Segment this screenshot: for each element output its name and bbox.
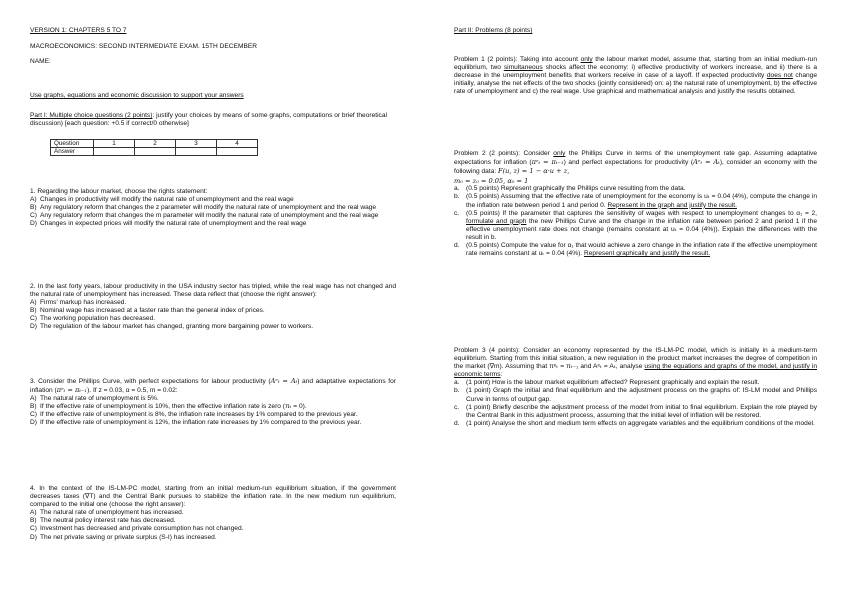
table-col-3: 3 [176, 140, 217, 148]
problem-2-item-d: d. (0.5 points) Compute the value for α₁ that would achieve a zero change in the inflation rate if the effective unemployment rate remains constant at uₜ = 0.04 (4%). Represent graphically and justify the result. [454, 242, 817, 258]
problem-2-stem: Problem 2 (2 points): Consider only the Phillips Curve in terms of the unemployment rate gap. Assuming adaptative expectations for inflation (πᵉₜ = πₜ₋₁) and perfect expectations for productivity (Aᵉₜ = Aₜ), consider an economy with the following data: F(u, z) = 1 − α·u + z, [454, 150, 818, 176]
option-c: C) Any regulatory reform that changes the m parameter will modify the natural rate of unemployment and the real wage [30, 212, 379, 220]
answer-cell-3[interactable] [176, 148, 217, 156]
problem-3 [454, 347, 817, 428]
option-b: B) If the effective rate of unemployment is 10%, then the effective inflation rate is zero (πₜ = 0). [30, 403, 307, 411]
problem-2-item-a: a. (0.5 points) Represent graphically the Phillips curve resulting from the data. [454, 185, 686, 193]
question-1 [30, 188, 396, 228]
part1-title: Part I: Multiple choice questions (2 points) [30, 112, 153, 119]
option-a: A) Changes in productivity will modify the natural rate of unemployment and the real wage [30, 196, 294, 204]
question-stem: 4. In the context of the IS-LM-PC model, starting from an initial medium-run equilibrium situation, if the government decreases taxes (∇T) and the Central Bank pursues to stabilize the inflation rate. In the new medium run equilibrium, compared to the initial one (choose the right answer): [30, 485, 396, 509]
option-b: B) Any regulatory reform that changes the z parameter will modify the natural rate of unemployment and the real wage [30, 204, 377, 212]
question-stem: 1. Regarding the labour market, choose the rights statement: [30, 188, 208, 195]
formula-wage-setting: F(u, z) = 1 − α·u + z, [498, 167, 570, 176]
part1-intro-text: : justify your choices by means of some graphs, computations or brief theoretical discussion) [each question: +0.5 if correct/0 otherwise] [30, 112, 387, 128]
option-d: D) The net private saving or private surplus (S-I) has increased. [30, 533, 217, 541]
instruction-line: Use graphs, equations and economic discussion to support your answers [30, 92, 244, 99]
option-d: D) The regulation of the labour market has changed, granting more bargaining power to workers. [30, 323, 314, 331]
formula-productivity: Aᵉₜ = Aₜ [270, 377, 298, 385]
formula-inflation-exp: πᵉₜ = πₜ₋₁ [531, 158, 564, 167]
problem-2-item-b: b. (0.5 points) Assuming that the effective rate of unemployment for the economy is uₜ = 0.04 (4%), compute the change in the inflation rate between period 1 and period 0. Represent in the graph and justify the result. [454, 193, 817, 209]
option-a: A) The natural rate of unemployment is 5%. [30, 395, 159, 403]
answer-cell-2[interactable] [135, 148, 176, 156]
option-c: C) The working population has decreased. [30, 315, 156, 323]
question-4 [30, 485, 396, 542]
table-row2-header: Answer [51, 148, 94, 156]
problem-3-item-a: a. (1 point) How is the labour market equilibrium affected? Represent graphically and explain the result. [454, 379, 760, 387]
problem-3-item-c: c. (1 point) Briefly describe the adjustment process of the model from initial to final equilibrium. Explain the role played by the Central Bank in this adjustment process, assuming that the initial level of inflation will be restored. [454, 403, 817, 419]
table-col-2: 2 [135, 140, 176, 148]
option-c: C) Investment has decreased and private consumption has not changed. [30, 525, 244, 533]
question-3 [30, 377, 396, 428]
question-stem: 2. In the last forty years, labour productivity in the USA industry sector has tripled, while the real wage has not changed and the natural rate of unemployment has increased. These data reflect that (choose the right answer): [30, 283, 396, 299]
problem-1: Problem 1 (2 points): Taking into account only the labour market model, assume that, starting from an initial medium-run equilibrium, two simultaneous shocks affect the economy: i) effective productivity of workers increase, and ii) there is a decrease in the unemployment benefits that workers receive in case of a layoff. If expected productivity does not change initially, analyse the net effects of the two shocks (jointly considered) on: a) the natural rate of unemployment, b) the effective rate of unemployment and c) the real wage. Use graphical and mathematical analysis and justify the results obtained. [454, 56, 817, 96]
part1-intro [30, 112, 396, 128]
answer-cell-4[interactable] [217, 148, 258, 156]
version-heading: VERSION 1: CHAPTERS 5 TO 7 [30, 27, 127, 34]
answer-cell-1[interactable] [94, 148, 135, 156]
option-b: B) Nominal wage has increased at a faster rate than the general index of prices. [30, 307, 265, 315]
formula-productivity-exp: Aᵉₜ = Aₜ [693, 158, 720, 167]
option-c: C) If the effective rate of unemployment is 8%, the inflation rate increases by 1% compared to the previous year. [30, 411, 358, 419]
table-row1-header: Question [51, 140, 94, 148]
formula-inflation: πᵉₜ = πₜ₋₁ [56, 386, 88, 395]
part2-title: Part II: Problems (8 points) [454, 27, 533, 34]
problem-2 [454, 150, 817, 258]
answer-table [50, 139, 258, 156]
formula-initial-values: m₀ = z₀ = 0.05, α₀ = 1 [454, 177, 529, 186]
problem-3-stem: Problem 3 (4 points): Consider an economy represented by the IS-LM-PC model, which is initially in a medium-term equilibrium. Starting from this initial situation, a new regulation in the product market increases the degree of competition in the market (∇m). Assuming that πᵉₜ = πₜ₋₁ and Aᵉₜ = Aₜ, analyse using the equations and graphs of the model, and justify in economic terms: [454, 347, 817, 379]
question-stem: 3. Consider the Phillips Curve, with perfect expectations for labour productivity (Aᵉₜ = Aₜ) and adaptative expectations for inflation (πᵉₜ = πₜ₋₁). If z = 0.03, α = 0.5, m = 0.02: [30, 377, 396, 395]
option-a: A) The natural rate of unemployment has increased. [30, 509, 184, 517]
option-b: B) The neutral policy interest rate has decreased. [30, 517, 176, 525]
table-col-4: 4 [217, 140, 258, 148]
question-2 [30, 283, 396, 332]
option-a: A) Firms' markup has increased. [30, 299, 127, 307]
option-d: D) If the effective rate of unemployment is 12%, the inflation rate increases by 1% compared to the previous year. [30, 419, 362, 427]
table-col-1: 1 [94, 140, 135, 148]
option-d: D) Changes in expected prices will modify the natural rate of unemployment and the real wage [30, 220, 307, 228]
exam-title: MACROECONOMICS: SECOND INTERMEDIATE EXAM. 15TH DECEMBER [30, 43, 258, 50]
problem-2-item-c: c. (0.5 points) If the parameter that captures the sensitivity of wages with respect to unemployment changes to α₁ = 2, formulate and graph the new Phillips Curve and the change in the inflation rate between period 2 and period 1 if the effective unemployment rate does not change (remains constant at uₜ = 0.04 (4%)). Explain the differences with the result in b. [454, 209, 818, 241]
name-label: NAME: [30, 58, 51, 65]
problem-3-item-b: b. (1 point) Graph the initial and final equilibrium and the adjustment process on the graphs of: IS-LM model and Phillips Curve in terms of output gap. [454, 387, 817, 403]
problem-3-item-d: d. (1 point) Analyse the short and medium term effects on aggregate variables and the equilibrium conditions of the model. [454, 419, 815, 427]
